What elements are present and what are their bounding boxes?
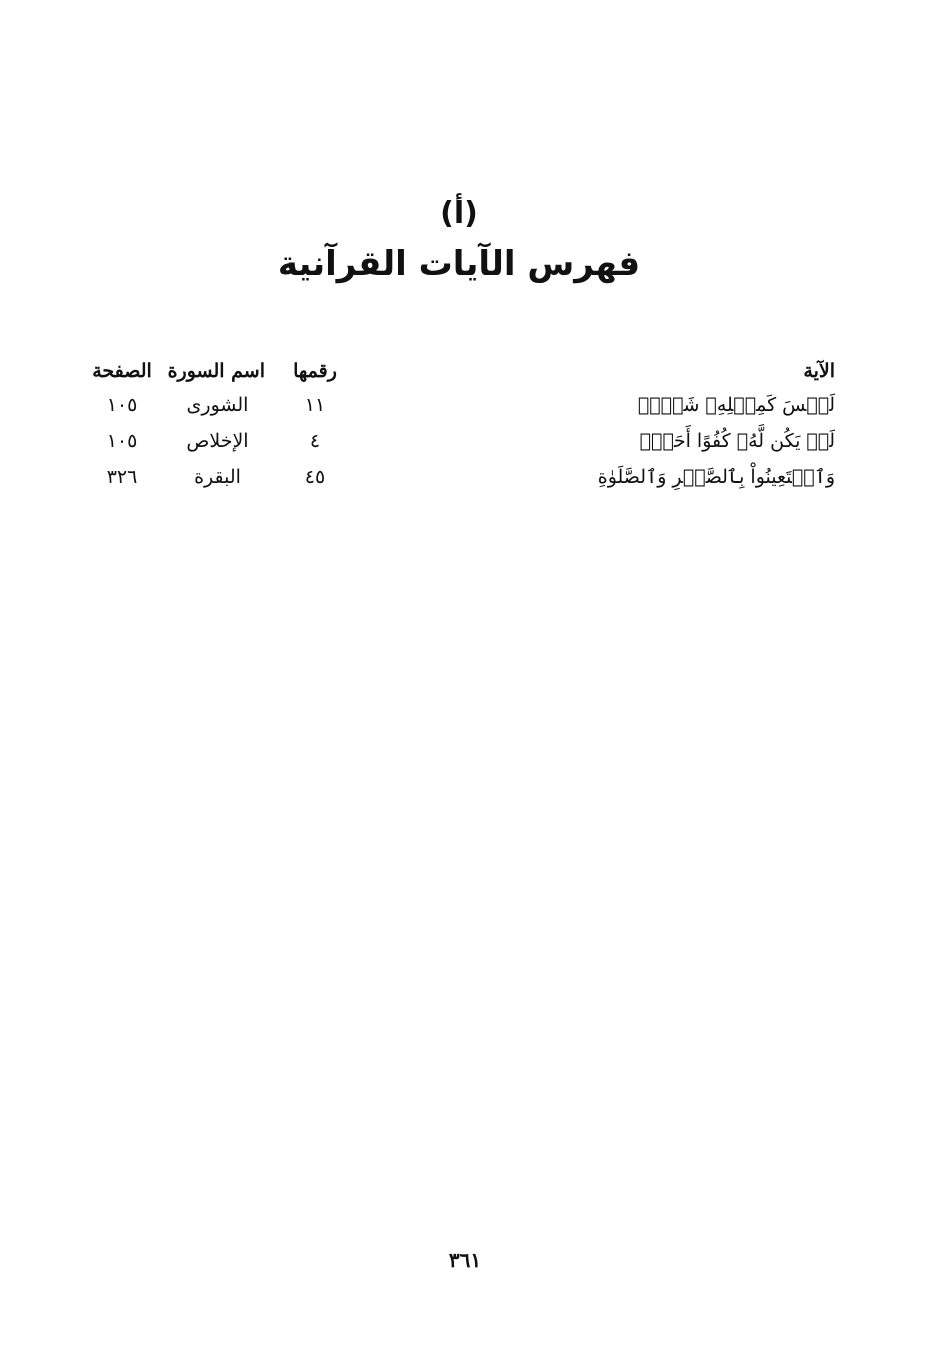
table-header-row (90, 360, 835, 394)
surah-name: الشورى (186, 394, 249, 416)
verse-number: ١١ (304, 394, 326, 416)
surah-name: الإخلاص (186, 430, 249, 452)
verse-index-table (90, 360, 835, 502)
header-verse-number: رقمها (293, 360, 337, 382)
page-number: ٣٦١ (448, 1248, 482, 1272)
page-ref: ١٠٥ (106, 430, 138, 452)
header-verse: الآية (803, 360, 835, 382)
table-row (90, 466, 835, 502)
verse-text: لَيۡسَ كَمِثۡلِهِۦ شَيۡءٞ (637, 394, 835, 416)
header-page: الصفحة (92, 360, 152, 382)
verse-number: ٤ (309, 430, 321, 452)
header-surah: اسم السورة (167, 360, 265, 382)
page-ref: ٣٢٦ (106, 466, 138, 488)
page-ref: ١٠٥ (106, 394, 138, 416)
surah-name: البقرة (194, 466, 241, 488)
index-title: فهرس الآيات القرآنية (277, 244, 641, 284)
table-row (90, 394, 835, 430)
verse-text: وَٱسۡتَعِينُواْ بِٱلصَّبۡرِ وَٱلصَّلَوٰةِ (597, 466, 835, 488)
verse-number: ٤٥ (304, 466, 326, 488)
table-row (90, 430, 835, 466)
index-section-letter: (أ) (440, 196, 478, 231)
verse-text: لَمۡ يَكُن لَّهُۥ كُفُوًا أَحَدُۢ (639, 430, 835, 452)
